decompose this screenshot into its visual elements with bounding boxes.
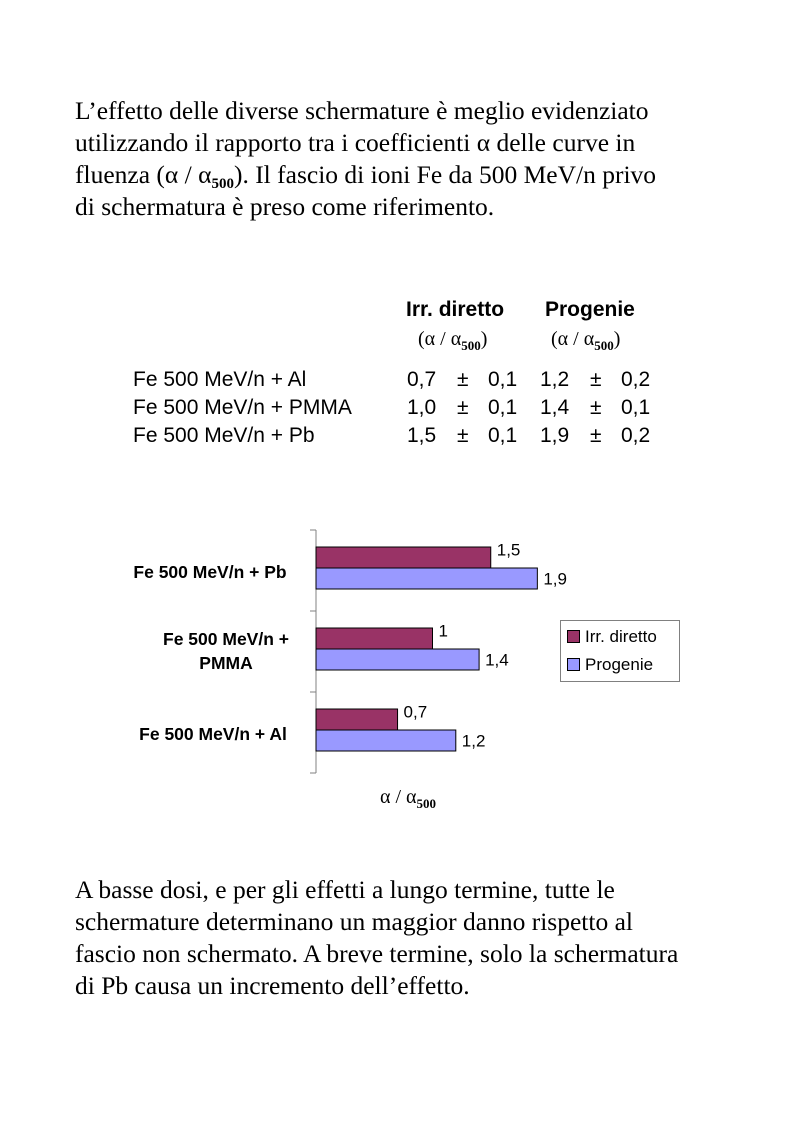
table-row-label: Fe 500 MeV/n + Al <box>133 368 307 391</box>
legend-label-direct: Irr. diretto <box>585 627 657 646</box>
legend-swatch-direct <box>567 630 580 643</box>
category-label-al <box>103 722 323 746</box>
table-cell-pm: ± <box>590 424 602 447</box>
table-cell-prog: 1,4 <box>540 396 570 419</box>
table-cell-prog-err: 0,2 <box>621 368 651 391</box>
table-row-label: Fe 500 MeV/n + Pb <box>133 424 315 447</box>
legend-label-progeny: Progenie <box>585 655 654 674</box>
subheader-sub: 500 <box>594 338 614 353</box>
intro-line-4: di schermatura è preso come riferimento. <box>75 192 495 221</box>
category-label-pb <box>100 560 320 584</box>
table-header-progeny: Progenie <box>545 298 635 321</box>
category-label-pmma <box>116 627 336 675</box>
conclusion-line-1: A basse dosi, e per gli effetti a lungo termine, tutte le <box>75 875 615 904</box>
table-row-label: Fe 500 MeV/n + PMMA <box>133 396 352 419</box>
conclusion-line-2: schermature determinano un maggior danno rispetto al <box>75 907 633 936</box>
intro-line-2: utilizzando il rapporto tra i coefficienti α delle curve in <box>75 128 636 157</box>
bar-value-label: 1 <box>438 621 448 641</box>
intro-line-3 <box>75 159 725 191</box>
bar-direct <box>316 547 491 568</box>
table-header-direct: Irr. diretto <box>406 298 505 321</box>
category-label-line: Fe 500 MeV/n + Al <box>139 724 287 744</box>
bar-value-label: 1,9 <box>543 569 567 589</box>
table-cell-pm: ± <box>590 396 602 419</box>
conclusion-paragraph <box>75 874 725 1002</box>
bar-direct <box>316 709 398 730</box>
legend-item-direct <box>567 627 657 647</box>
table-cell-direct: 1,5 <box>407 424 437 447</box>
table-cell-prog: 1,9 <box>540 424 570 447</box>
subheader-prefix: (α / α <box>418 328 462 350</box>
table-subheader-direct <box>418 328 487 351</box>
bar-progeny <box>316 649 479 670</box>
table-cell-direct-err: 0,1 <box>488 396 518 419</box>
table-cell-pm: ± <box>590 368 602 391</box>
subheader-suffix: ) <box>613 328 621 350</box>
table-cell-direct-err: 0,1 <box>488 424 518 447</box>
table-cell-pm: ± <box>457 424 469 447</box>
intro-paragraph <box>75 95 725 223</box>
table-cell-prog-err: 0,2 <box>621 424 651 447</box>
intro-line-1: L’effetto delle diverse schermature è meglio evidenziato <box>75 96 649 125</box>
conclusion-line-4: di Pb causa un incremento dell’effetto. <box>75 971 470 1000</box>
category-label-line: Fe 500 MeV/n + <box>163 629 289 649</box>
table-cell-prog-err: 0,1 <box>621 396 651 419</box>
category-label-line: PMMA <box>199 653 253 673</box>
x-axis-title-sub: 500 <box>416 796 437 811</box>
subheader-prefix: (α / α <box>551 328 595 350</box>
table-cell-direct: 1,0 <box>407 396 437 419</box>
chart-legend <box>560 620 680 682</box>
bar-value-label: 1,2 <box>461 731 486 751</box>
bar-progeny <box>316 730 456 751</box>
table-cell-pm: ± <box>457 368 469 391</box>
intro-line-3-a: fluenza (α / α <box>75 160 212 189</box>
conclusion-line-3: fascio non schermato. A breve termine, solo la schermatura <box>75 939 679 968</box>
bar-value-label: 0,7 <box>403 702 428 722</box>
intro-line-3-sub: 500 <box>211 176 234 192</box>
table-cell-direct: 0,7 <box>407 368 437 391</box>
category-label-line: Fe 500 MeV/n + Pb <box>133 562 287 582</box>
subheader-sub: 500 <box>461 338 481 353</box>
table-cell-prog: 1,2 <box>540 368 570 391</box>
x-axis-title <box>380 786 436 809</box>
bar-value-label: 1,5 <box>496 540 521 560</box>
intro-line-3-b: ). Il fascio di ioni Fe da 500 MeV/n privo <box>233 160 657 189</box>
table-subheader-progeny <box>551 328 620 351</box>
bar-progeny <box>316 568 537 589</box>
legend-item-progeny <box>567 655 653 675</box>
subheader-suffix: ) <box>480 328 488 350</box>
table-cell-direct-err: 0,1 <box>488 368 518 391</box>
table-cell-pm: ± <box>457 396 469 419</box>
legend-swatch-progeny <box>567 658 580 671</box>
x-axis-title-prefix: α / α <box>380 786 417 808</box>
bar-value-label: 1,4 <box>485 650 509 670</box>
